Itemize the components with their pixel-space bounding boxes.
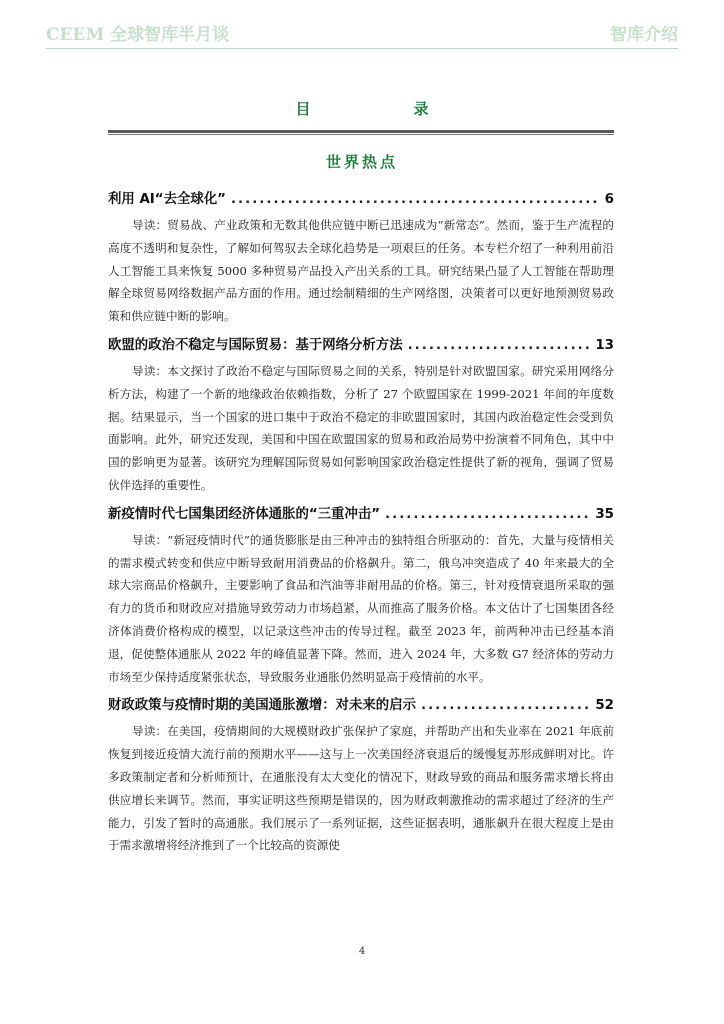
toc-entry-page: 6 bbox=[604, 192, 614, 207]
toc-entry-page: 35 bbox=[595, 506, 614, 522]
toc-entry bbox=[108, 332, 614, 497]
toc-entry-summary: 导读：“新冠疫情时代”的通货膨胀是由三种冲击的独特组合所驱动的：首先，大量与疫情相关的需求模式转变和供应中断导致耐用消费品的价格飙升。第二，俄乌冲突造成了 40 年来最大的全球大宗商品价格飙升，主要影响了食品和汽油等非耐用品的价格。第三，针对疫情衰退所采取的强有力的货币和财政应对措施导致劳动力市场趋紧，从而推高了服务价格。本文估计了七国集团各经济体消费价格构成的模型，以记录这些冲击的传导过程。截至 2023 年，前两种冲击已经基本消退，促使整体通胀从 2022 年的峰值显著下降。然而，进入 2024 年，大多数 G7 经济体的劳动力市场至少保持适度紧张状态，导致服务业通胀仍然明显高于疫情前的水平。 bbox=[108, 532, 614, 684]
page-number: 4 bbox=[358, 946, 366, 957]
toc-entry-page: 13 bbox=[595, 337, 614, 353]
toc-entry-link[interactable] bbox=[108, 501, 614, 529]
toc-rule-thick bbox=[108, 130, 614, 133]
running-header bbox=[46, 22, 678, 49]
leader-dots bbox=[408, 332, 591, 360]
toc-entry-summary: 导读：本文探讨了政治不稳定与国际贸易之间的关系，特别是针对欧盟国家。研究采用网络分析方法，构建了一个新的地缘政治依赖指数，分析了 27 个欧盟国家在 1999-2021 年间的年度数据。结果显示，当一个国家的进口集中于政治不稳定的非欧盟国家时，其国内政治稳定性会受到负面影响。此外，研究还发现，美国和中国在欧盟国家的贸易和政治局势中扮演着不同角色，其中中国的影响更为显著。该研究为理解国际贸易如何影响国家政治稳定性提供了新的视角，强调了贸易伙伴选择的重要性。 bbox=[108, 363, 614, 492]
toc-entry bbox=[108, 186, 614, 328]
toc-entry-summary: 导读：在美国，疫情期间的大规模财政扩张保护了家庭，并帮助产出和失业率在 2021 年底前恢复到接近疫情大流行前的预期水平——这与上一次美国经济衰退后的缓慢复苏形成鲜明对比。许多政策制定者和分析师预计，在通胀没有太大变化的情况下，财政导致的商品和服务需求增长将由供应增长来调节。然而，事实证明这些预期是错误的，因为财政刺激推动的需求超过了经济的生产能力，引发了暂时的高通胀。我们展示了一系列证据，这些证据表明，通胀飙升在很大程度上是由于需求激增将经济推到了一个比较高的资源使 bbox=[108, 724, 614, 853]
leader-dots bbox=[421, 692, 590, 720]
publication-title: CEEM 全球智库半月谈 bbox=[46, 25, 230, 45]
toc-entry-link[interactable] bbox=[108, 186, 614, 214]
toc-entry-summary: 导读：贸易战、产业政策和无数其他供应链中断已迅速成为“新常态”。然而，鉴于生产流程的高度不透明和复杂性，了解如何驾驭去全球化趋势是一项艰巨的任务。本专栏介绍了一种利用前沿人工智能工具来恢复 5000 多种贸易产品投入产出关系的工具。研究结果凸显了人工智能在帮助理解全球贸易网络数据产品方面的作用。通过绘制精细的生产网络图，决策者可以更好地预测贸易政策和供应链中断的影响。 bbox=[108, 218, 614, 324]
section-label: 智库介绍 bbox=[610, 25, 678, 45]
toc-entry-link[interactable] bbox=[108, 332, 614, 360]
toc-entry bbox=[108, 692, 614, 857]
toc-section-title: 世界热点 bbox=[325, 153, 398, 171]
leader-dots bbox=[231, 186, 600, 214]
toc-entry-link[interactable] bbox=[108, 692, 614, 720]
toc-entry-title: 新疫情时代七国集团经济体通胀的“三重冲击” bbox=[108, 506, 381, 522]
toc-entry-title: 利用 AI“去全球化” bbox=[108, 192, 226, 207]
toc-rule-thin bbox=[108, 134, 614, 135]
toc-entry bbox=[108, 501, 614, 689]
toc-title: 目 录 bbox=[295, 100, 473, 118]
leader-dots bbox=[385, 501, 590, 529]
toc-entries bbox=[108, 186, 614, 861]
toc-entry-title: 财政政策与疫情时期的美国通胀激增：对未来的启示 bbox=[108, 698, 416, 714]
toc-entry-title: 欧盟的政治不稳定与国际贸易：基于网络分析方法 bbox=[108, 337, 403, 353]
toc-entry-page: 52 bbox=[595, 698, 614, 714]
